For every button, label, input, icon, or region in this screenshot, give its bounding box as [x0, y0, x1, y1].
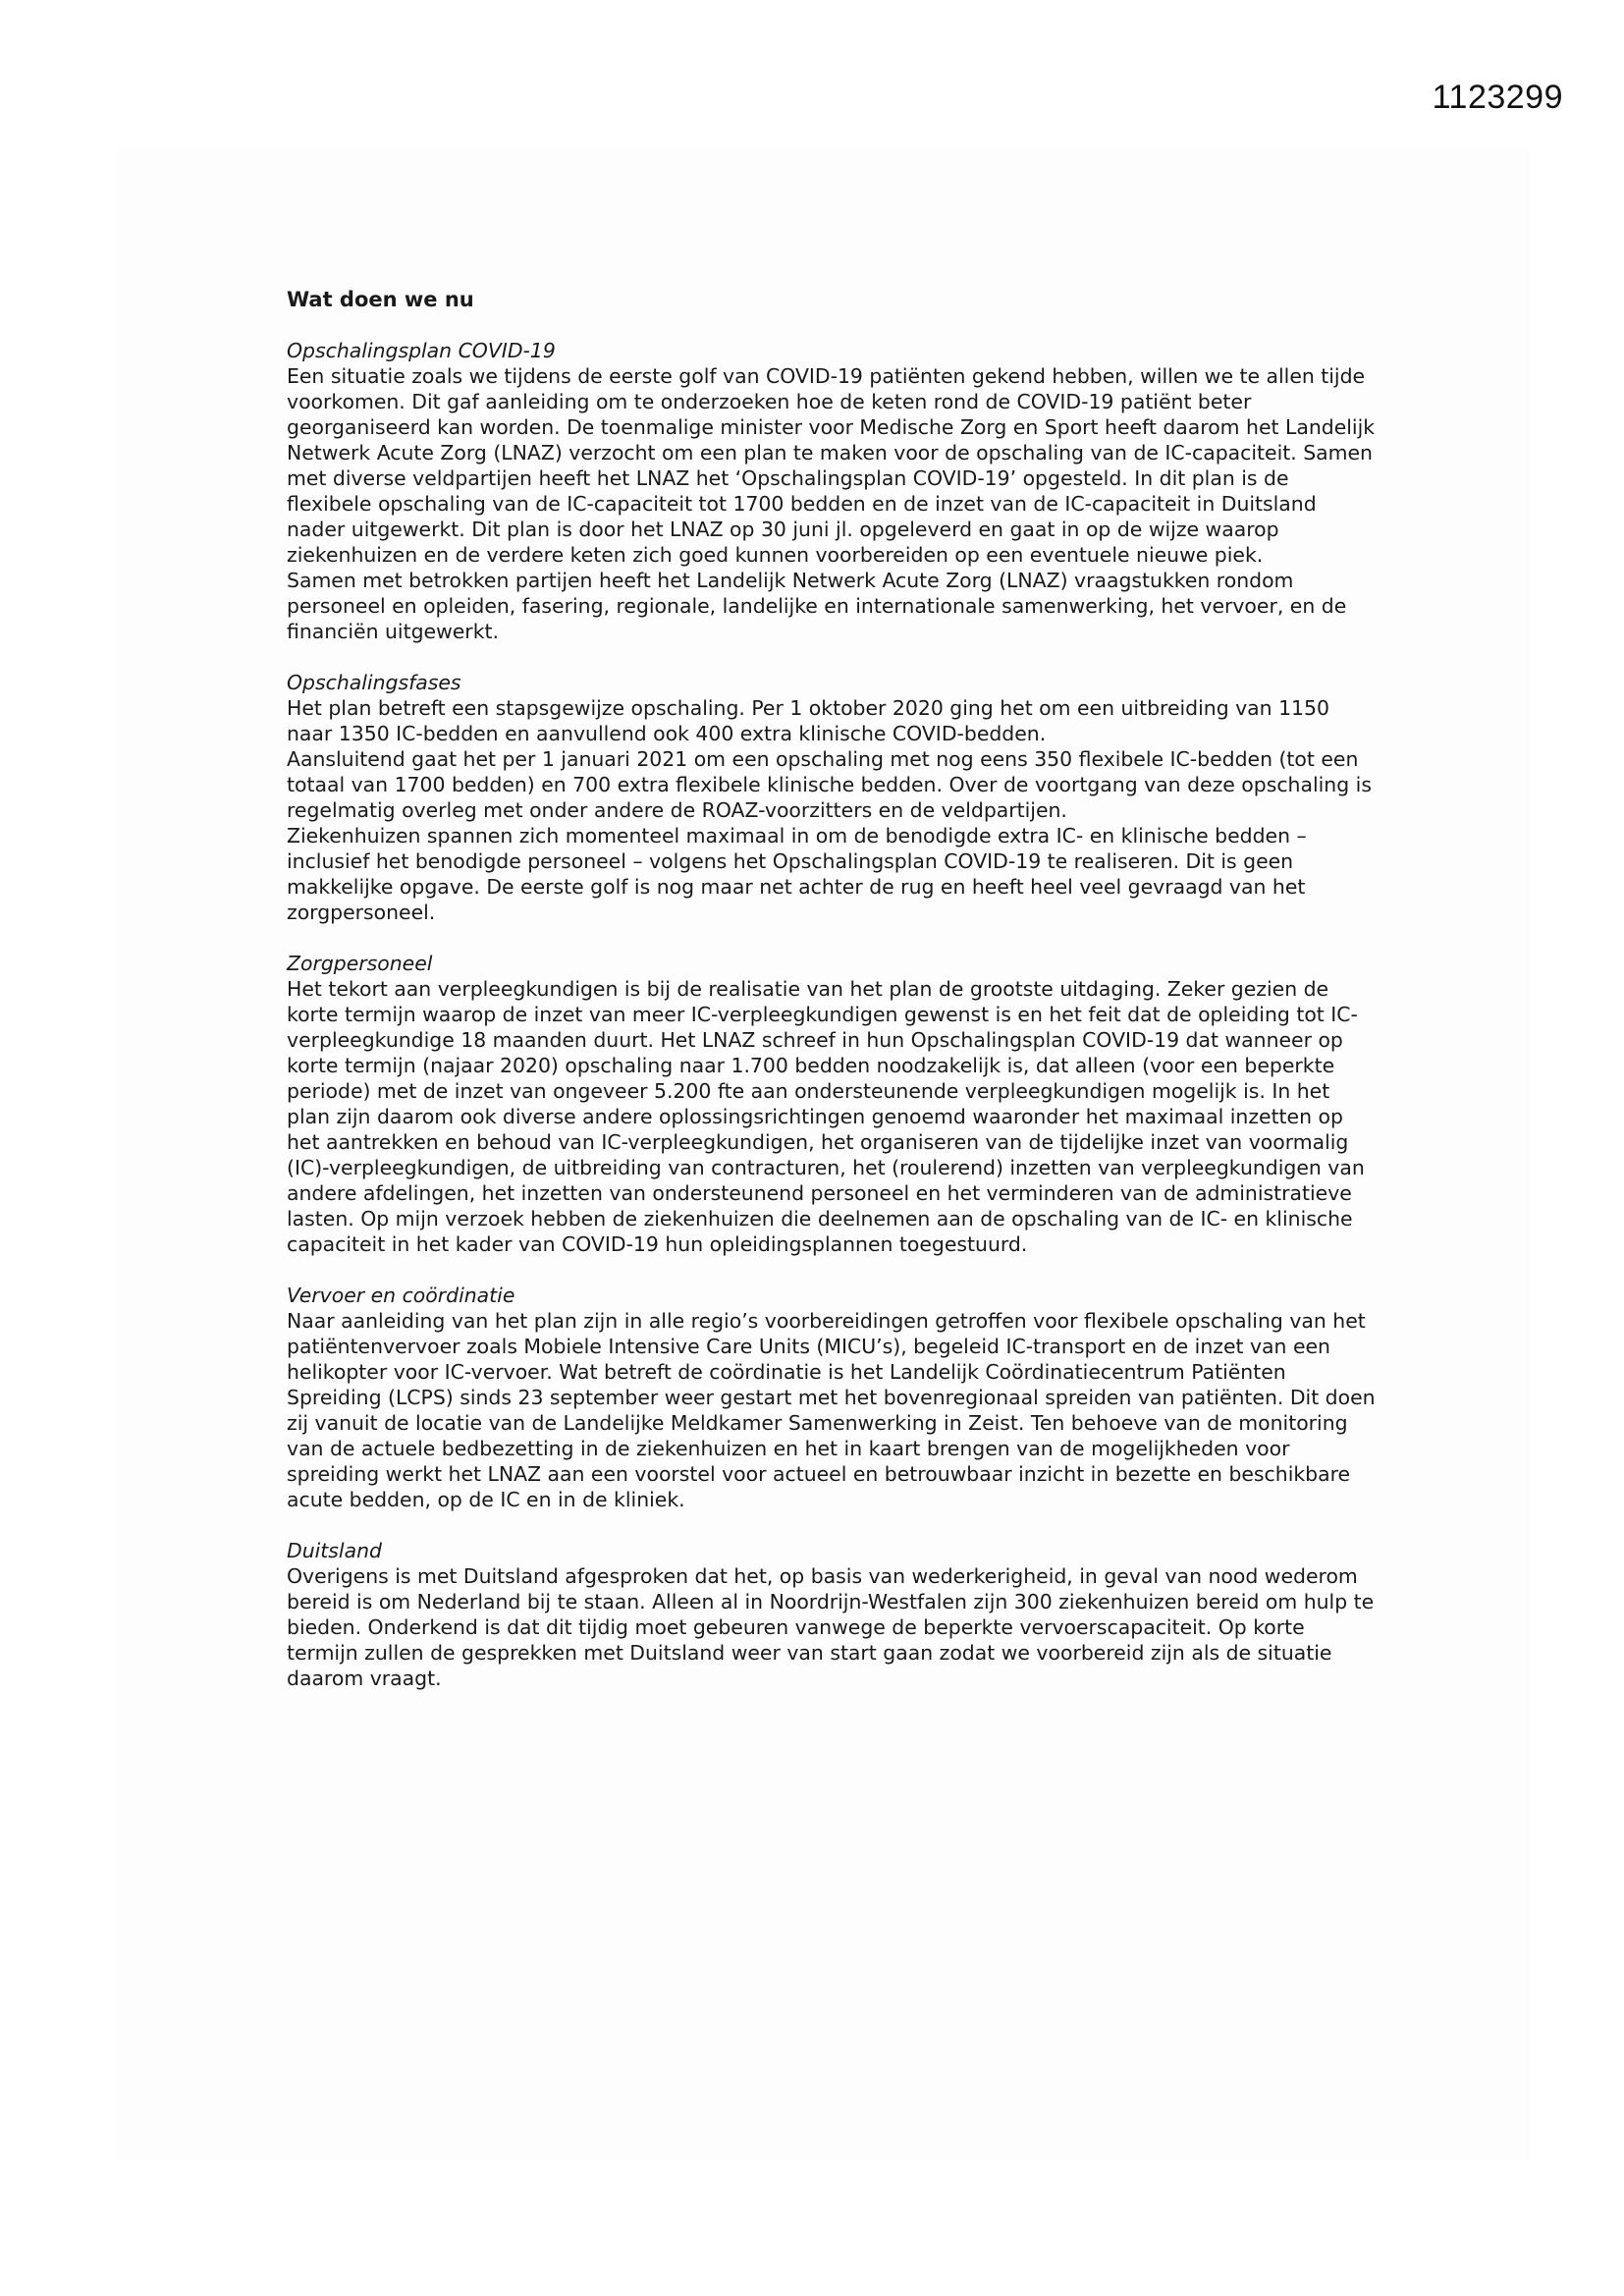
section-zorgpersoneel — [287, 951, 1377, 1257]
paragraph: Ziekenhuizen spannen zich momenteel maximaal in om de benodigde extra IC- en klinische bedden – inclusief het benodigde personeel – volgens het Opschalingsplan COVID-19 te realiseren. Dit is geen makkelijke opgave. De eerste golf is nog maar net achter de rug en heeft heel veel gevraagd van het zorgpersoneel. — [287, 824, 1307, 924]
section-duitsland — [287, 1538, 1377, 1691]
section-vervoer-coordinatie — [287, 1283, 1377, 1512]
paragraph: Samen met betrokken partijen heeft het Landelijk Netwerk Acute Zorg (LNAZ) vraagstukken rondom personeel en opleiden, fasering, regionale, landelijke en internationale samenwerking, het vervoer, en de financiën uitgewerkt. — [287, 569, 1347, 643]
document-id: 1123299 — [1432, 79, 1563, 116]
section-opschalingsplan — [287, 338, 1377, 644]
section-opschalingsfases — [287, 670, 1377, 925]
section-title: Opschalingsplan COVID-19 — [287, 339, 556, 362]
page-heading: Wat doen we nu — [287, 288, 474, 311]
section-title: Vervoer en coördinatie — [287, 1284, 515, 1307]
paragraph: Het plan betreft een stapsgewijze opschaling. Per 1 oktober 2020 ging het om een uitbreiding van 1150 naar 1350 IC-bedden en aanvullend ook 400 extra klinische COVID-bedden. — [287, 696, 1329, 745]
paragraph: Het tekort aan verpleegkundigen is bij de realisatie van het plan de grootste uitdaging. Zeker gezien de korte termijn waarop de inzet van meer IC-verpleegkundigen gewenst is en het feit dat de opleiding tot IC-verpleegkundige 18 maanden duurt. Het LNAZ schreef in hun Opschalingsplan COVID-19 dat wanneer op korte termijn (najaar 2020) opschaling naar 1.700 bedden noodzakelijk is, dat alleen (voor een beperkte periode) met de inzet van ongeveer 5.200 fte aan ondersteunende verpleegkundigen mogelijk is. In het plan zijn daarom ook diverse andere oplossingsrichtingen genoemd waaronder het maximaal inzetten op het aantrekken en behoud van IC-verpleegkundigen, het organiseren van de tijdelijke inzet van voormalig (IC)-verpleegkundigen, de uitbreiding van contracturen, het (roulerend) inzetten van verpleegkundigen van andere afdelingen, het inzetten van ondersteunend personeel en het verminderen van de administratieve lasten. Op mijn verzoek hebben de ziekenhuizen die deelnemen aan de opschaling van de IC- en klinische capaciteit in het kader van COVID-19 hun opleidingsplannen toegestuurd. — [287, 977, 1365, 1256]
section-title: Duitsland — [287, 1539, 382, 1562]
document-body — [287, 287, 1377, 1717]
section-title: Zorgpersoneel — [287, 952, 433, 975]
paragraph: Overigens is met Duitsland afgesproken dat het, op basis van wederkerigheid, in geval van nood wederom bereid is om Nederland bij te staan. Alleen al in Noordrijn-Westfalen zijn 300 ziekenhuizen bereid om hulp te bieden. Onderkend is dat dit tijdig moet gebeuren vanwege de beperkte vervoerscapaciteit. Op korte termijn zullen de gesprekken met Duitsland weer van start gaan zodat we voorbereid zijn als de situatie daarom vraagt. — [287, 1564, 1375, 1690]
paragraph: Aansluitend gaat het per 1 januari 2021 om een opschaling met nog eens 350 flexibele IC-bedden (tot een totaal van 1700 bedden) en 700 extra flexibele klinische bedden. Over de voortgang van deze opschaling is regelmatig overleg met onder andere de ROAZ-voorzitters en de veldpartijen. — [287, 747, 1372, 822]
paragraph: Naar aanleiding van het plan zijn in alle regio’s voorbereidingen getroffen voor flexibele opschaling van het patiëntenvervoer zoals Mobiele Intensive Care Units (MICU’s), begeleid IC-transport en de inzet van een helikopter voor IC-vervoer. Wat betreft de coördinatie is het Landelijk Coördinatiecentrum Patiënten Spreiding (LCPS) sinds 23 september weer gestart met het bovenregionaal spreiden van patiënten. Dit doen zij vanuit de locatie van de Landelijke Meldkamer Samenwerking in Zeist. Ten behoeve van de monitoring van de actuele bedbezetting in de ziekenhuizen en het in kaart brengen van de mogelijkheden voor spreiding werkt het LNAZ aan een voorstel voor actueel en betrouwbaar inzicht in bezette en beschikbare acute bedden, op de IC en in de kliniek. — [287, 1309, 1376, 1511]
paragraph: Een situatie zoals we tijdens de eerste golf van COVID-19 patiënten gekend hebben, willen we te allen tijde voorkomen. Dit gaf aanleiding om te onderzoeken hoe de keten rond de COVID-19 patiënt beter georganiseerd kan worden. De toenmalige minister voor Medische Zorg en Sport heeft daarom het Landelijk Netwerk Acute Zorg (LNAZ) verzocht om een plan te maken voor de opschaling van de IC-capaciteit. Samen met diverse veldpartijen heeft het LNAZ het ‘Opschalingsplan COVID-19’ opgesteld. In dit plan is de flexibele opschaling van de IC-capaciteit tot 1700 bedden en de inzet van de IC-capaciteit in Duitsland nader uitgewerkt. Dit plan is door het LNAZ op 30 juni jl. opgeleverd en gaat in op de wijze waarop ziekenhuizen en de verdere keten zich goed kunnen voorbereiden op een eventuele nieuwe piek. — [287, 364, 1376, 567]
section-title: Opschalingsfases — [287, 671, 461, 694]
